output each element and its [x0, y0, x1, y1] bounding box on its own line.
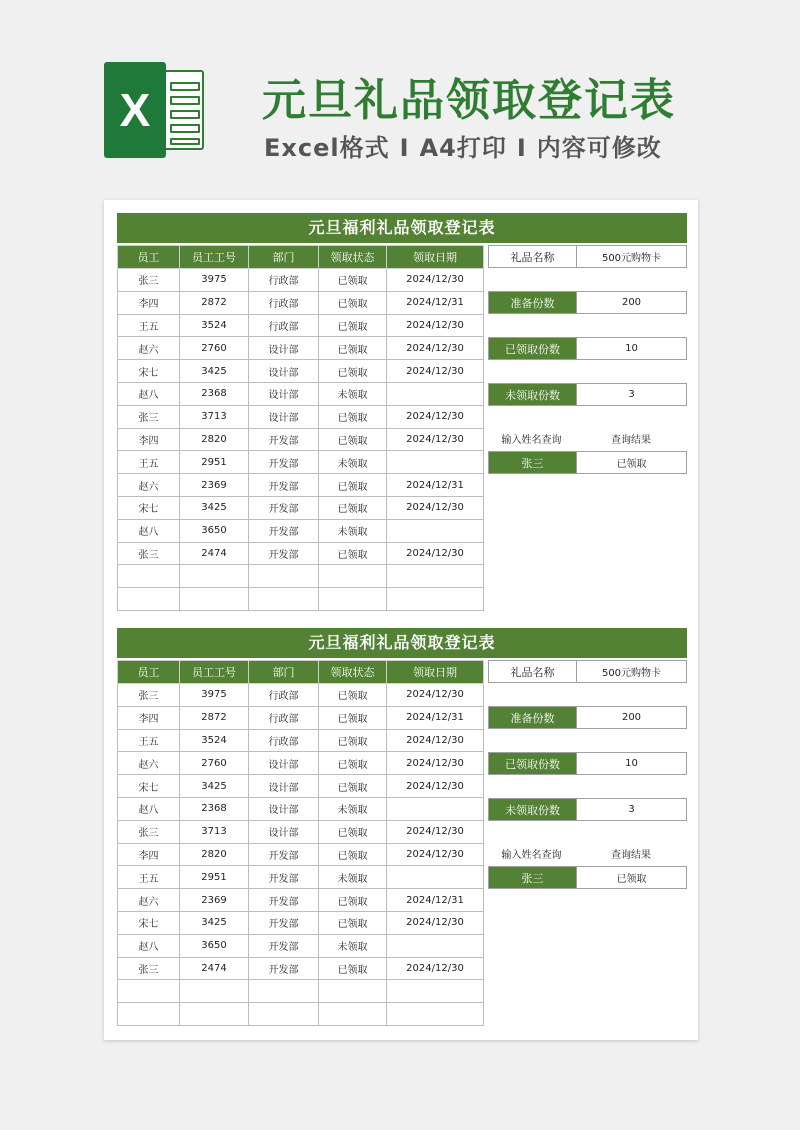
table-row	[118, 588, 484, 611]
table-row	[118, 428, 484, 451]
cell-date[interactable]	[387, 1003, 484, 1026]
table-row	[118, 360, 484, 383]
cell-department[interactable]: 设计部	[249, 775, 319, 798]
table-row	[118, 1003, 484, 1026]
cell-status[interactable]: 已领取	[319, 269, 387, 292]
cell-date[interactable]: 2024/12/30	[387, 428, 484, 451]
cell-status[interactable]: 未领取	[319, 797, 387, 820]
cell-employee[interactable]	[118, 980, 180, 1003]
cell-employee-id[interactable]: 3650	[180, 934, 249, 957]
cell-date[interactable]: 2024/12/30	[387, 542, 484, 565]
cell-status[interactable]: 已领取	[319, 360, 387, 383]
cell-employee[interactable]	[118, 1003, 180, 1026]
received-count-row	[488, 752, 687, 775]
prepared-count-row	[488, 706, 687, 729]
col-header-employee-id[interactable]: 员工工号	[180, 661, 249, 684]
cell-employee-id[interactable]: 2820	[180, 843, 249, 866]
gift-name-label: 礼品名称	[489, 661, 576, 682]
col-header-department[interactable]: 部门	[249, 246, 319, 269]
block-title: 元旦福利礼品领取登记表	[117, 213, 687, 243]
col-header-status[interactable]: 领取状态	[319, 661, 387, 684]
cell-status[interactable]: 已领取	[319, 474, 387, 497]
table-row	[118, 474, 484, 497]
cell-date[interactable]: 2024/12/30	[387, 729, 484, 752]
cell-employee-id[interactable]: 3524	[180, 314, 249, 337]
prepared-count-label: 准备份数	[489, 707, 576, 728]
table-row	[118, 980, 484, 1003]
cell-date[interactable]: 2024/12/30	[387, 820, 484, 843]
cell-status[interactable]: 已领取	[319, 405, 387, 428]
cell-employee-id[interactable]: 2474	[180, 957, 249, 980]
prepared-count-label: 准备份数	[489, 292, 576, 313]
cell-status[interactable]	[319, 565, 387, 588]
cell-employee[interactable]	[118, 565, 180, 588]
table-row	[118, 934, 484, 957]
gift-name-row	[488, 245, 687, 268]
cell-employee-id[interactable]: 3425	[180, 496, 249, 519]
subtitle-editable: 内容可修改	[536, 134, 662, 162]
cell-status[interactable]: 已领取	[319, 496, 387, 519]
cell-status[interactable]: 已领取	[319, 911, 387, 934]
received-count-row	[488, 337, 687, 360]
cell-status[interactable]: 已领取	[319, 752, 387, 775]
cell-employee-id[interactable]: 2760	[180, 752, 249, 775]
cell-employee-id[interactable]: 3713	[180, 820, 249, 843]
cell-status[interactable]: 已领取	[319, 684, 387, 707]
table-row	[118, 314, 484, 337]
table-row	[118, 291, 484, 314]
cell-department[interactable]	[249, 565, 319, 588]
cell-status[interactable]: 已领取	[319, 889, 387, 912]
cell-status[interactable]: 已领取	[319, 820, 387, 843]
cell-department[interactable]: 开发部	[249, 496, 319, 519]
excel-logo-icon	[104, 62, 204, 158]
query-name-label: 输入姓名查询	[501, 849, 562, 861]
col-header-employee[interactable]: 员工	[118, 661, 180, 684]
col-header-status[interactable]: 领取状态	[319, 246, 387, 269]
received-count-label: 已领取份数	[489, 753, 576, 774]
cell-department[interactable]: 设计部	[249, 337, 319, 360]
cell-department[interactable]: 开发部	[249, 866, 319, 889]
cell-employee[interactable]: 赵六	[118, 889, 180, 912]
cell-date[interactable]: 2024/12/30	[387, 269, 484, 292]
cell-employee[interactable]: 李四	[118, 291, 180, 314]
cell-status[interactable]: 已领取	[319, 957, 387, 980]
cell-status[interactable]	[319, 980, 387, 1003]
cell-date[interactable]	[387, 797, 484, 820]
table-body	[118, 269, 484, 611]
cell-department[interactable]: 设计部	[249, 820, 319, 843]
cell-department[interactable]: 开发部	[249, 542, 319, 565]
query-row	[488, 866, 687, 889]
cell-date[interactable]	[387, 565, 484, 588]
cell-status[interactable]	[319, 1003, 387, 1026]
cell-employee[interactable]: 宋七	[118, 360, 180, 383]
cell-date[interactable]: 2024/12/30	[387, 360, 484, 383]
col-header-department[interactable]: 部门	[249, 661, 319, 684]
cell-department[interactable]: 开发部	[249, 934, 319, 957]
table-row	[118, 496, 484, 519]
cell-employee-id[interactable]: 2872	[180, 291, 249, 314]
table-row	[118, 957, 484, 980]
received-count-label: 已领取份数	[489, 338, 576, 359]
block-title: 元旦福利礼品领取登记表	[117, 628, 687, 658]
cell-date[interactable]: 2024/12/30	[387, 843, 484, 866]
cell-employee-id[interactable]: 3425	[180, 360, 249, 383]
gift-name-row	[488, 660, 687, 683]
cell-department[interactable]: 行政部	[249, 291, 319, 314]
subtitle-separator: I	[399, 134, 410, 162]
cell-employee[interactable]: 张三	[118, 542, 180, 565]
cell-employee-id[interactable]: 2369	[180, 474, 249, 497]
cell-employee-id[interactable]: 3975	[180, 269, 249, 292]
table-row	[118, 775, 484, 798]
cell-employee-id[interactable]: 2369	[180, 889, 249, 912]
table-row	[118, 820, 484, 843]
query-labels	[488, 429, 687, 447]
cell-date[interactable]: 2024/12/30	[387, 314, 484, 337]
cell-date[interactable]: 2024/12/31	[387, 706, 484, 729]
prepared-count-row	[488, 291, 687, 314]
table-row	[118, 542, 484, 565]
cell-employee[interactable]	[118, 588, 180, 611]
cell-date[interactable]	[387, 382, 484, 405]
cell-employee[interactable]: 张三	[118, 684, 180, 707]
cell-employee[interactable]: 王五	[118, 451, 180, 474]
cell-employee-id[interactable]	[180, 565, 249, 588]
cell-employee-id[interactable]: 3425	[180, 911, 249, 934]
cell-date[interactable]	[387, 588, 484, 611]
page-header	[0, 0, 800, 190]
register-table	[117, 660, 484, 1026]
table-row	[118, 706, 484, 729]
register-table	[117, 245, 484, 611]
cell-employee-id[interactable]: 2368	[180, 797, 249, 820]
table-row	[118, 451, 484, 474]
table-row	[118, 911, 484, 934]
table-row	[118, 889, 484, 912]
cell-department[interactable]: 行政部	[249, 269, 319, 292]
table-row	[118, 269, 484, 292]
cell-employee[interactable]: 李四	[118, 706, 180, 729]
table-row	[118, 405, 484, 428]
cell-status[interactable]: 已领取	[319, 843, 387, 866]
unreceived-count-value[interactable]: 3	[576, 799, 686, 820]
cell-employee[interactable]: 赵六	[118, 337, 180, 360]
cell-department[interactable]: 设计部	[249, 382, 319, 405]
cell-department[interactable]: 开发部	[249, 451, 319, 474]
cell-employee-id[interactable]	[180, 1003, 249, 1026]
cell-department[interactable]: 开发部	[249, 474, 319, 497]
cell-date[interactable]: 2024/12/31	[387, 291, 484, 314]
query-name-input[interactable]: 张三	[489, 867, 576, 888]
cell-employee[interactable]: 赵八	[118, 934, 180, 957]
cell-status[interactable]: 未领取	[319, 934, 387, 957]
table-header-row	[118, 661, 484, 684]
page-title: 元旦礼品领取登记表	[262, 75, 676, 126]
cell-status[interactable]: 未领取	[319, 382, 387, 405]
unreceived-count-row	[488, 798, 687, 821]
cell-department[interactable]: 行政部	[249, 706, 319, 729]
cell-employee[interactable]: 张三	[118, 957, 180, 980]
cell-date[interactable]: 2024/12/31	[387, 889, 484, 912]
cell-employee-id[interactable]: 3713	[180, 405, 249, 428]
cell-status[interactable]: 已领取	[319, 542, 387, 565]
table-row	[118, 382, 484, 405]
cell-employee-id[interactable]: 2760	[180, 337, 249, 360]
subtitle-format: Excel格式	[264, 134, 390, 162]
prepared-count-value[interactable]: 200	[576, 707, 686, 728]
table-row	[118, 752, 484, 775]
cell-date[interactable]	[387, 934, 484, 957]
gift-name-label: 礼品名称	[489, 246, 576, 267]
cell-date[interactable]: 2024/12/30	[387, 911, 484, 934]
table-header-row	[118, 246, 484, 269]
cell-employee[interactable]: 张三	[118, 269, 180, 292]
cell-employee[interactable]: 王五	[118, 729, 180, 752]
cell-date[interactable]: 2024/12/30	[387, 752, 484, 775]
cell-department[interactable]: 行政部	[249, 684, 319, 707]
cell-department[interactable]: 开发部	[249, 519, 319, 542]
cell-employee[interactable]: 赵八	[118, 797, 180, 820]
unreceived-count-label: 未领取份数	[489, 799, 576, 820]
unreceived-count-value[interactable]: 3	[576, 384, 686, 405]
table-row	[118, 565, 484, 588]
cell-employee[interactable]: 张三	[118, 820, 180, 843]
cell-department[interactable]: 行政部	[249, 729, 319, 752]
register-block-1	[117, 213, 687, 561]
cell-date[interactable]	[387, 866, 484, 889]
cell-status[interactable]: 未领取	[319, 451, 387, 474]
received-count-value[interactable]: 10	[576, 338, 686, 359]
cell-employee-id[interactable]	[180, 588, 249, 611]
subtitle-print: A4打印	[419, 134, 507, 162]
table-row	[118, 843, 484, 866]
query-result-value: 已领取	[576, 867, 686, 888]
cell-employee-id[interactable]: 2872	[180, 706, 249, 729]
cell-employee[interactable]: 王五	[118, 866, 180, 889]
unreceived-count-label: 未领取份数	[489, 384, 576, 405]
query-name-input[interactable]: 张三	[489, 452, 576, 473]
cell-department[interactable]: 设计部	[249, 797, 319, 820]
table-row	[118, 866, 484, 889]
cell-date[interactable]: 2024/12/30	[387, 337, 484, 360]
cell-employee[interactable]: 张三	[118, 405, 180, 428]
cell-employee-id[interactable]: 2820	[180, 428, 249, 451]
cell-department[interactable]: 设计部	[249, 360, 319, 383]
gift-name-value[interactable]: 500元购物卡	[576, 661, 686, 682]
cell-employee-id[interactable]: 2474	[180, 542, 249, 565]
cell-department[interactable]: 开发部	[249, 843, 319, 866]
gift-name-value[interactable]: 500元购物卡	[576, 246, 686, 267]
cell-department[interactable]: 设计部	[249, 405, 319, 428]
cell-employee[interactable]: 赵八	[118, 382, 180, 405]
cell-date[interactable]: 2024/12/30	[387, 405, 484, 428]
cell-status[interactable]: 未领取	[319, 519, 387, 542]
cell-status[interactable]: 未领取	[319, 866, 387, 889]
cell-status[interactable]: 已领取	[319, 337, 387, 360]
cell-status[interactable]: 已领取	[319, 729, 387, 752]
cell-employee[interactable]: 赵八	[118, 519, 180, 542]
query-name-label: 输入姓名查询	[501, 434, 562, 446]
cell-status[interactable]: 已领取	[319, 775, 387, 798]
cell-employee[interactable]: 王五	[118, 314, 180, 337]
cell-department[interactable]	[249, 588, 319, 611]
cell-date[interactable]: 2024/12/30	[387, 957, 484, 980]
subtitle-separator: I	[516, 134, 527, 162]
cell-status[interactable]: 已领取	[319, 314, 387, 337]
col-header-date[interactable]: 领取日期	[387, 661, 484, 684]
query-row	[488, 451, 687, 474]
cell-department[interactable]: 设计部	[249, 752, 319, 775]
cell-status[interactable]: 已领取	[319, 291, 387, 314]
cell-employee[interactable]: 宋七	[118, 911, 180, 934]
prepared-count-value[interactable]: 200	[576, 292, 686, 313]
cell-department[interactable]: 开发部	[249, 889, 319, 912]
cell-date[interactable]: 2024/12/31	[387, 474, 484, 497]
cell-employee[interactable]: 赵六	[118, 752, 180, 775]
cell-employee-id[interactable]: 2368	[180, 382, 249, 405]
table-row	[118, 337, 484, 360]
cell-employee-id[interactable]: 3975	[180, 684, 249, 707]
page-subtitle	[264, 128, 764, 163]
cell-employee[interactable]: 李四	[118, 843, 180, 866]
table-row	[118, 797, 484, 820]
cell-date[interactable]	[387, 980, 484, 1003]
cell-date[interactable]	[387, 519, 484, 542]
query-result-value: 已领取	[576, 452, 686, 473]
cell-status[interactable]: 已领取	[319, 706, 387, 729]
excel-logo-letter: X	[104, 62, 166, 158]
cell-employee-id[interactable]: 3650	[180, 519, 249, 542]
table-row	[118, 519, 484, 542]
col-header-date[interactable]: 领取日期	[387, 246, 484, 269]
query-result-label: 查询结果	[611, 434, 651, 446]
cell-status[interactable]: 已领取	[319, 428, 387, 451]
cell-department[interactable]: 行政部	[249, 314, 319, 337]
cell-employee-id[interactable]: 2951	[180, 451, 249, 474]
cell-department[interactable]	[249, 980, 319, 1003]
cell-employee-id[interactable]	[180, 980, 249, 1003]
col-header-employee-id[interactable]: 员工工号	[180, 246, 249, 269]
cell-department[interactable]: 开发部	[249, 957, 319, 980]
received-count-value[interactable]: 10	[576, 753, 686, 774]
cell-employee-id[interactable]: 3425	[180, 775, 249, 798]
cell-employee[interactable]: 赵六	[118, 474, 180, 497]
table-body	[118, 684, 484, 1026]
cell-employee-id[interactable]: 3524	[180, 729, 249, 752]
cell-employee-id[interactable]: 2951	[180, 866, 249, 889]
cell-date[interactable]	[387, 451, 484, 474]
query-labels	[488, 844, 687, 862]
register-block-2	[117, 628, 687, 976]
document-page	[104, 200, 698, 1040]
cell-department[interactable]: 开发部	[249, 428, 319, 451]
table-row	[118, 684, 484, 707]
cell-date[interactable]: 2024/12/30	[387, 775, 484, 798]
cell-employee[interactable]: 宋七	[118, 496, 180, 519]
table-row	[118, 729, 484, 752]
cell-status[interactable]	[319, 588, 387, 611]
col-header-employee[interactable]: 员工	[118, 246, 180, 269]
cell-department[interactable]: 开发部	[249, 911, 319, 934]
cell-date[interactable]: 2024/12/30	[387, 684, 484, 707]
query-result-label: 查询结果	[611, 849, 651, 861]
cell-department[interactable]	[249, 1003, 319, 1026]
unreceived-count-row	[488, 383, 687, 406]
cell-employee[interactable]: 李四	[118, 428, 180, 451]
cell-employee[interactable]: 宋七	[118, 775, 180, 798]
cell-date[interactable]: 2024/12/30	[387, 496, 484, 519]
